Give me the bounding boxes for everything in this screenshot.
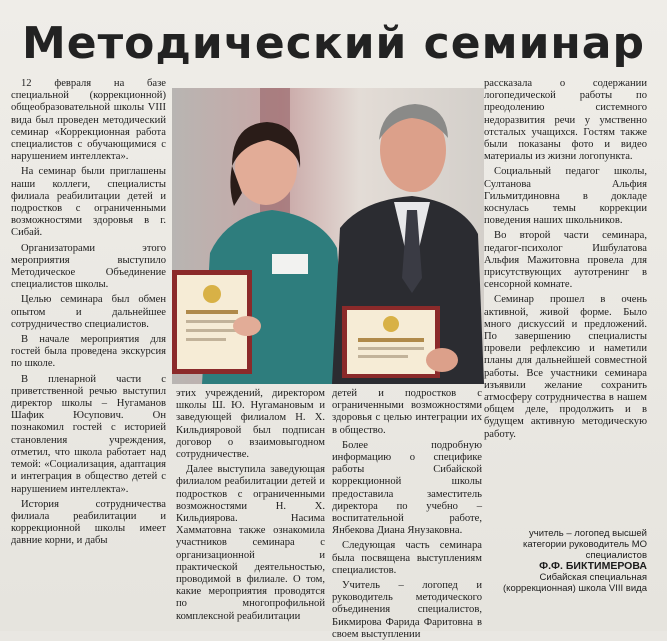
article-headline: Методический семинар <box>21 18 645 69</box>
paragraph: Целью семинара был обмен опытом и дальнейшее сотрудничество специалистов. <box>11 294 166 330</box>
paragraph: История сотрудничества филиала реабилитации и коррекционной школы имеет давние корни, и дабы <box>11 498 166 547</box>
paragraph: этих учреждений, директором школы Ш. Ю. Нугамановым и заведующей филиалом Н. Х. Кильдияровой был подписан договор о взаимовыгодном сотрудничестве. <box>176 388 325 461</box>
paragraph: В пленарной части с приветственной речью выступил директор школы – Нугаманов Шафик Юсупович. Он познакомил гостей с историей становления учреждения, отметил, что школа работает над темой: «Социализация, адаптация и интеграция в общество детей с нарушением интеллекта». <box>11 373 166 495</box>
paragraph: Социальный педагог школы, Султанова Альфия Гильмитдиновна в докладе коснулась темы коррекции поведения наших школьников. <box>484 166 647 227</box>
author-signature <box>484 528 647 594</box>
author-name: Ф.Ф. БИКТИМЕРОВА <box>539 560 647 572</box>
paragraph: В начале мероприятия для гостей была проведена экскурсия по школе. <box>11 334 166 370</box>
paragraph: Во второй части семинара, педагог-психолог Ишбулатова Альфия Мажитовна провела для присутствующих аутотренинг в сенсорной комнате. <box>484 230 647 291</box>
photo-two-teachers-with-certificates-icon <box>172 88 484 384</box>
paragraph: Организаторами этого мероприятия выступило Методическое Объединение специалистов школы. <box>11 242 166 291</box>
paragraph: Семинар прошел в очень активной, живой форме. Было много дискуссий и предложений. По завершению специалисты провели рефлексию и наметили планы для дальнейшей совместной работы. Все участники семинара изъявили желание сохранить атмосферу сотрудничества в нашем общем деле, продолжить и в будущем активную методическую работу. <box>484 294 647 440</box>
text-column-4 <box>484 78 647 523</box>
paragraph: 12 февраля на базе специальной (коррекционной) общеобразовательной школы VIII вида был проведен методический семинар «Коррекционная работа специалистов с обучающимися с нарушением интеллекта». <box>11 78 166 163</box>
paragraph: Далее выступила заведующая филиалом реабилитации детей и подростков с ограниченными возможностями Н. Х. Кильдиярова. Насима Хамматовна также ознакомила участников семинара с организационной и практической деятельностью, проводимой в филиале. О том, какие мероприятия проводятся по многопрофильной комплексной реабилитации <box>176 464 325 622</box>
article-photo <box>172 88 484 384</box>
paragraph: Следующая часть семинара была посвящена выступлениям специалистов. <box>332 540 482 576</box>
text-column-3 <box>332 388 482 640</box>
author-school: Сибайская специальная (коррекционная) школа VIII вида <box>503 572 647 594</box>
paragraph: На семинар были приглашены наши коллеги, специалисты филиала реабилитации детей и подростков с ограниченными возможностями здоровья в г. Сибай. <box>11 166 166 239</box>
text-column-1 <box>11 78 166 623</box>
author-role: учитель – логопед высшей категории руководитель МО специалистов <box>522 528 647 561</box>
paragraph: Учитель – логопед и руководитель методического объединения специалистов, Бикмирова Фарида Фаритовна в своем выступлении <box>332 580 482 640</box>
text-column-2 <box>176 388 325 626</box>
paragraph: рассказала о содержании логопедической работы по преодолению системного недоразвития речи у умственно отсталых учащихся. Гостям также были показаны фото и видео материалы из жизни логопункта. <box>484 78 647 163</box>
paragraph: Более подробную информацию о специфике работы Сибайской коррекционной школы предоставила заместитель директора по учебно – воспитательной работе, Янбекова Диана Янузаковна. <box>332 439 482 537</box>
paragraph: детей и подростков с ограниченными возможностями здоровья с целью интеграции их в общество. <box>332 388 482 436</box>
